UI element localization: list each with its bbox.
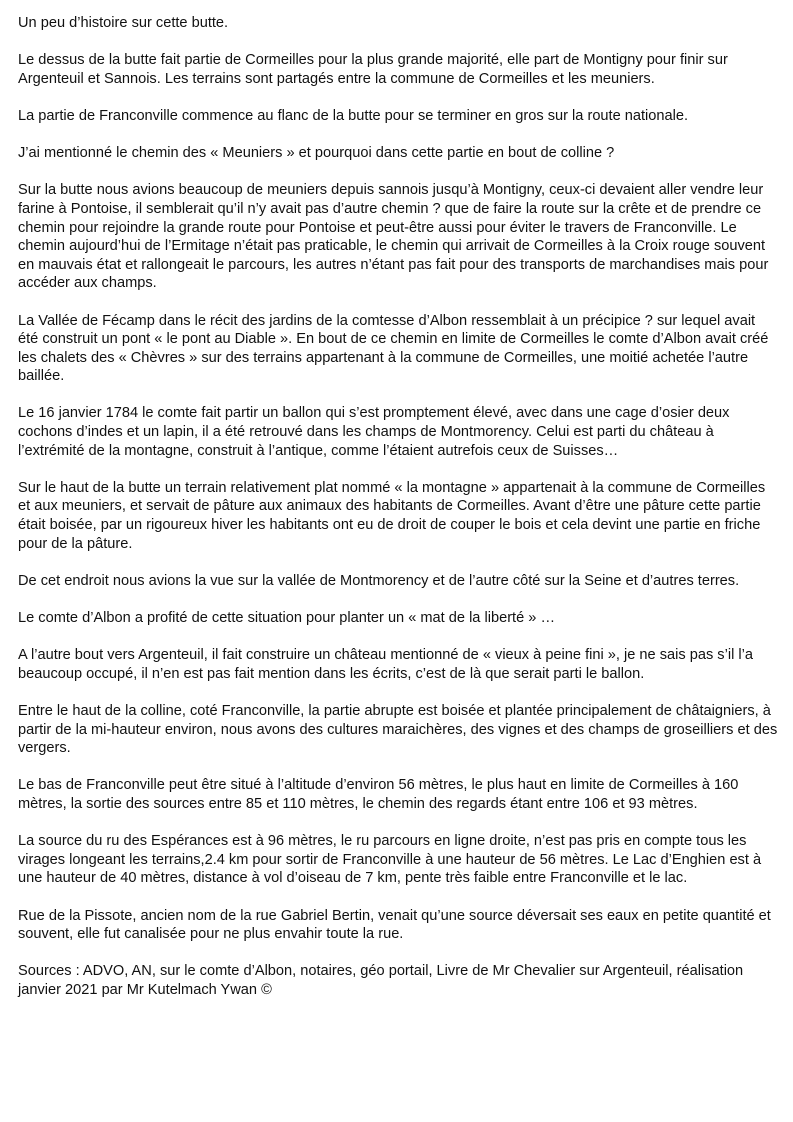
paragraph-chateau-argenteuil: A l’autre bout vers Argenteuil, il fait construire un château mentionné de « vieux à peine fini », je ne sais pas s’il l’a beaucoup occupé, il n’en est pas fait mention dans les écrits, c’est de là que serait parti le ballon. [18,647,753,682]
paragraph-chemin-meuniers: J’ai mentionné le chemin des « Meuniers » et pourquoi dans cette partie en bout de colline ? [18,145,615,162]
paragraph-la-montagne: Sur le haut de la butte un terrain relativement plat nommé « la montagne » appartenait à la commune de Cormeilles et aux meuniers, et servait de pâture aux animaux des habitants de Cormeilles. Avant d’être une pâture cette partie était boisée, par un rigoureux hiver les habitants ont eu de droit de couper le bois et cela devint une partie en friche pour de la pâture. [18,479,766,552]
paragraph-ballon-1784: Le 16 janvier 1784 le comte fait partir un ballon qui s’est promptement élevé, avec dans une cage d’osier deux cochons d’indes et un lapin, il a été retrouvé dans les champs de Montmorency. Celui est parti du château à l’extrémité de la montagne, construit à l’antique, comme l’étaient autrefois ceux de Suisses… [18,405,730,459]
paragraph-vallee-fecamp: La Vallée de Fécamp dans le récit des jardins de la comtesse d’Albon ressemblait à un précipice ? sur lequel avait été construit un pont « le pont au Diable ». En bout de ce chemin en limite de Cormeilles le comte d’Albon avait créé les chalets des « Chèvres » sur des terrains appartenant à la commune de Cormeilles, une moitié achetée l’autre baillée. [18,312,769,385]
paragraph-sources: Sources : ADVO, AN, sur le comte d’Albon, notaires, géo portail, Livre de Mr Chevalier sur Argenteuil, réalisation janvier 2021 par Mr Kutelmach Ywan © [18,963,744,998]
intro-heading: Un peu d’histoire sur cette butte. [18,15,229,31]
paragraph-mat-liberte: Le comte d’Albon a profité de cette situation pour planter un « mat de la liberté » … [18,610,556,626]
paragraph-ru-esperances: La source du ru des Espérances est à 96 mètres, le ru parcours en ligne droite, n’est pas pris en compte tous les virages longeant les terrains,2.4 km pour sortir de Franconville à une hauteur de 56 mètres. Le Lac d’Enghien est à une hauteur de 40 mètres, distance à vol d’oiseau de 7 km, pente très faible entre Franconville et le lac. [18,833,762,887]
paragraph-vue-montmorency: De cet endroit nous avions la vue sur la vallée de Montmorency et de l’autre côté sur la Seine et d’autres terres. [18,572,740,589]
paragraph-altitudes: Le bas de Franconville peut être situé à l’altitude d’environ 56 mètres, le plus haut en limite de Cormeilles à 160 mètres, la sortie des sources entre 85 et 110 mètres, le chemin des regards étant entre 106 et 93 mètres. [18,777,739,812]
paragraph-rue-pissote: Rue de la Pissote, ancien nom de la rue Gabriel Bertin, venait qu’une source déversait ses eaux en petite quantité et souvent, elle fut canalisée pour ne plus envahir toute la rue. [18,907,771,943]
paragraph-meuniers-pontoise: Sur la butte nous avions beaucoup de meuniers depuis sannois jusqu’à Montigny, ceux-ci devaient aller vendre leur farine à Pontoise, il semblerait qu’il n’y avait pas d’autre chemin ? que de faire la route sur la crête et de prendre ce chemin pour rejoindre la grande route pour Pontoise et peut-être aussi pour éviter le travers de Franconville. Le chemin aujourd’hui de l’Ermitage n’était pas praticable, le chemin qui arrivait de Cormeilles à la Croix rouge souvent en mauvais état et rallongeait le parcours, les autres n’étant pas fait pour des transports de marchandises mais pour accéder aux champs. [18,182,769,292]
paragraph-butte-cormeilles: Le dessus de la butte fait partie de Cormeilles pour la plus grande majorité, elle part de Montigny pour finir sur Argenteuil et Sannois. Les terrains sont partagés entre la commune de Cormeilles et les meuniers. [18,52,728,87]
paragraph-franconville-flank: La partie de Franconville commence au flanc de la butte pour se terminer en gros sur la route nationale. [18,107,689,124]
document-page [18,14,778,1018]
paragraph-cultures: Entre le haut de la colline, coté Franconville, la partie abrupte est boisée et plantée principalement de châtaigniers, à partir de la mi-hauteur environ, nous avons des cultures maraichères, des vignes et des champs de groseilliers et des vergers. [18,702,778,757]
